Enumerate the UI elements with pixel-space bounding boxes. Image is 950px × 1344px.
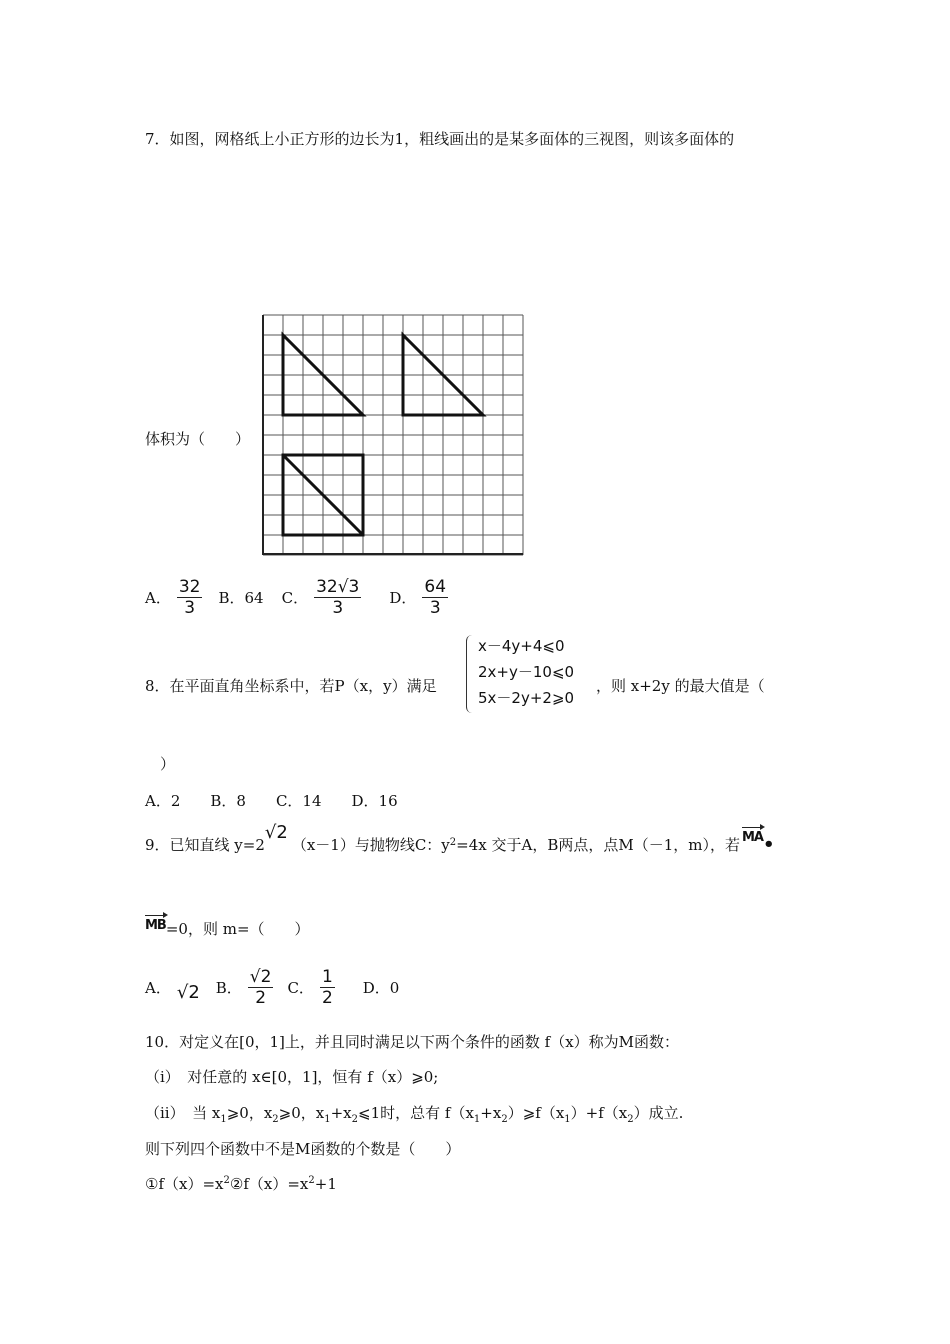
q9-line2-text: =0，则 m=（ ） [165,920,310,938]
q8-ineq-1: x－4y+4⩽0 [478,637,565,655]
q7-choice-d-label: D． [389,588,417,607]
q10-condition-1: （i） 对任意的 x∈[0，1]，恒有 f（x）⩾0; [145,1068,439,1086]
frac-num: 32 [178,576,201,597]
q8-choices: A．2 B．8 C．14 D．16 [145,792,398,810]
subscript: 1 [220,1114,227,1125]
dot-operator: • [763,834,775,855]
q9-choice-d: D．0 [362,978,400,997]
q7-choice-a-fraction [177,578,203,617]
frac-den: 3 [429,597,441,618]
superscript: 2 [223,1175,230,1186]
cond2-text: ）成立. [633,1104,684,1122]
subscript: 2 [627,1114,634,1125]
cond2-text: +x [480,1104,502,1122]
frac-den: 2 [321,987,333,1008]
q9-part2: （x－1）与抛物线C：y [291,836,450,854]
q10-condition-2 [145,1102,683,1125]
q9-choice-b-fraction [248,968,274,1007]
frac-num: 64 [424,576,447,597]
superscript: 2 [308,1175,315,1186]
q7-choice-b: B．64 [218,588,264,607]
q8-close-paren: ） [160,755,176,773]
brace-icon [466,635,475,713]
q9-sqrt: √2 [264,822,288,843]
cond2-text: ）+f（x [570,1104,628,1122]
q10-stem: 10．对定义在[0，1]上，并且同时满足以下两个条件的函数 f（x）称为M函数： [145,1033,680,1051]
subscript: 1 [473,1114,481,1125]
q8-stem-after: ，则 x+2y 的最大值是（ [596,677,765,695]
q9-sup: 2 [449,837,457,848]
frac-num: √2 [249,966,272,987]
grid [263,315,523,555]
function-2-tail: +1 [314,1175,337,1193]
frac-num: 1 [321,966,333,987]
cond2-text: ⩾0，x [278,1104,325,1122]
q7-stem-line2: 体积为（ ） [145,430,251,448]
q9-choice-a-label: A． [145,978,171,997]
cond2-text: （ii） 当 x [145,1104,221,1122]
frac-num: 32√3 [316,576,360,597]
q9-stem-line1 [145,822,775,855]
q7-choice-c-label: C． [281,588,309,607]
q7-choice-a-label: A． [145,588,171,607]
q8-inequality-system [466,633,574,711]
q7-choices [145,576,448,618]
subscript: 2 [272,1114,279,1125]
q9-part1: 9．已知直线 y=2 [145,836,265,854]
q8-ineq-3: 5x－2y+2⩾0 [478,689,575,707]
vector-mb: MB [145,918,166,933]
three-view-figure [260,312,525,556]
subscript: 2 [501,1114,508,1125]
q9-stem-line2 [145,918,310,939]
subscript: 1 [564,1114,571,1125]
frac-den: 3 [332,597,344,618]
q7-stem-line1: 7．如图，网格纸上小正方形的边长为1，粗线画出的是某多面体的三视图，则该多面体的 [145,130,735,148]
function-1: ①f（x）=x [145,1175,224,1193]
frac-den: 3 [184,597,196,618]
vector-ma: MA [742,830,763,845]
q7-choice-d-fraction [422,578,448,617]
function-2: ②f（x）=x [229,1175,309,1193]
q9-choice-a-value: √2 [176,981,200,1003]
q10-functions [145,1173,337,1194]
subscript: 2 [351,1114,359,1125]
q9-choice-b-label: B． [215,978,242,997]
frac-den: 2 [255,987,267,1008]
q8-stem-before: 8．在平面直角坐标系中，若P（x，y）满足 [145,677,437,695]
q9-choice-c-fraction [320,968,335,1007]
cond2-text: ⩾0，x [226,1104,273,1122]
q9-choice-c-label: C． [287,978,314,997]
cond2-text: +x [330,1104,352,1122]
q9-choices [145,966,399,1008]
q7-choice-c-fraction [314,578,361,617]
q8-ineq-2: 2x+y－10⩽0 [478,663,575,681]
q9-part3: =4x 交于A，B两点，点M（－1，m），若 [456,836,740,854]
subscript: 1 [324,1114,331,1125]
cond2-text: ⩽1时，总有 f（x [358,1104,474,1122]
cond2-text: ）⩾f（x [507,1104,565,1122]
q10-question: 则下列四个函数中不是M函数的个数是（ ） [145,1140,461,1158]
